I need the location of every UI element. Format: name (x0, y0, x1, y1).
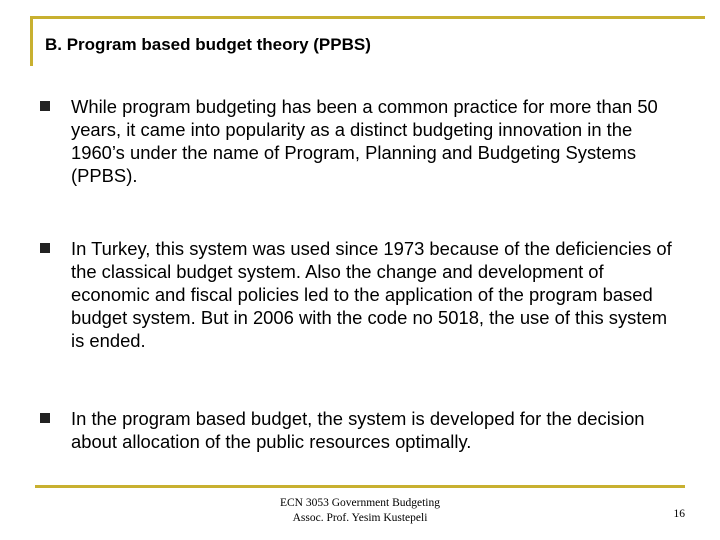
square-bullet-icon (40, 413, 50, 423)
footer-course: ECN 3053 Government Budgeting (279, 497, 441, 509)
slide-title: B. Program based budget theory (PPBS) (45, 35, 371, 54)
bullet-text: While program budgeting has been a common practice for more than 50 years, it came into popularity as a distinct budgeting innovation in the 1960’s under the name of Program, Planning and Budgeting Systems (PPBS). (71, 96, 658, 186)
footer-divider (35, 485, 685, 488)
bullet-text: In Turkey, this system was used since 1973 because of the deficiencies of the classical budget system. Also the change and development of economic and fiscal policies led to the application of the program based budget system. But in 2006 with the code no 5018, the use of this system is ended. (71, 238, 672, 351)
square-bullet-icon (40, 243, 50, 253)
page-number: 16 (673, 508, 685, 520)
square-bullet-icon (40, 101, 50, 111)
footer-author: Assoc. Prof. Yesim Kustepeli (292, 512, 428, 524)
title-frame (30, 16, 705, 66)
bullet-text: In the program based budget, the system is developed for the decision about allocation of the public resources optimally. (71, 408, 645, 452)
footer-credit (220, 496, 500, 526)
